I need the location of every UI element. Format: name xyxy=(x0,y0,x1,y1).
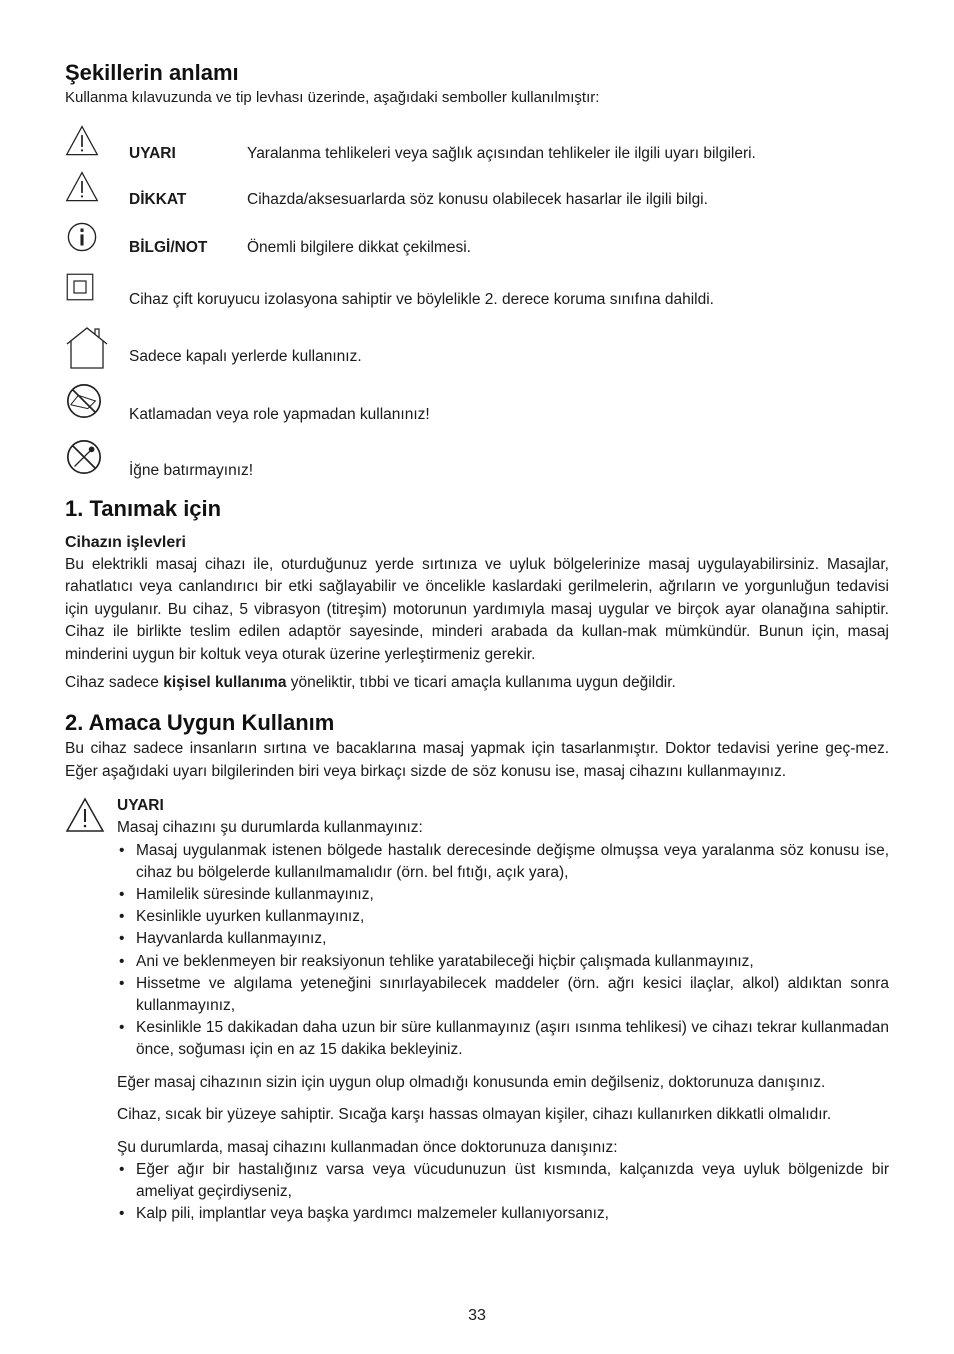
section1-paragraph-2 xyxy=(65,672,889,694)
warning-list xyxy=(117,840,889,1062)
indoor-use-house-icon xyxy=(65,326,109,370)
symbol-term: BİLGİ/NOT xyxy=(129,239,208,256)
list-item: • Kalp pili, implantlar veya başka yardımcı malzemeler kullanıyorsanız, xyxy=(117,1203,889,1225)
warning-triangle-icon xyxy=(65,797,105,833)
symbol-row-double-insulation xyxy=(65,270,889,328)
symbol-row-no-pins xyxy=(65,440,889,490)
warning-block xyxy=(65,795,889,1225)
symbols-intro: Kullanma kılavuzunda ve tip levhası üzerinde, aşağıdaki semboller kullanılmıştır: xyxy=(65,89,600,106)
note-paragraph: Cihaz, sıcak bir yüzeye sahiptir. Sıcağa karşı hassas olmayan kişiler, cihazı kullanırken dikkatli olmalıdır. xyxy=(117,1106,832,1124)
list-item: • Kesinlikle uyurken kullanmayınız, xyxy=(117,906,889,928)
caution-triangle-icon xyxy=(65,168,99,206)
section1-paragraph: Bu elektrikli masaj cihazı ile, oturduğunuz yerde sırtınıza ve uyluk bölgelerinize masaj uygulayabilirsiniz. Masajlar, rahatlatıcı veya canlandırıcı bir etki sağlayabilir ve öncelikle kaslardaki gerilmelerin, ağrıların ve yorgunluğun tedavisi için uygulanır. Bu cihaz, 5 vibrasyon (titreşim) motorunun yardımıyla masaj uygular ve birçok ayar olanağına sahiptir. Cihaz ile birlikte teslim edilen adaptör sayesinde, minderi arabada da kullan-mak mümkündür. Bunun için, masaj minderini uygun bir koltuk veya oturak üzerine yerleştirmeniz gerekir. xyxy=(65,556,889,663)
symbols-list xyxy=(65,122,889,490)
warning-lead: Masaj cihazını şu durumlarda kullanmayınız: xyxy=(117,819,423,837)
symbols-title: Şekillerin anlamı xyxy=(65,60,239,85)
doctor-lead: Şu durumlarda, masaj cihazını kullanmadan önce doktorunuza danışınız: xyxy=(117,1138,618,1156)
symbol-desc: Yaralanma tehlikeleri veya sağlık açısından tehlikeler ile ilgili uyarı bilgileri. xyxy=(247,145,756,162)
warning-triangle-icon xyxy=(65,122,99,160)
symbol-row-warning xyxy=(65,122,889,168)
symbol-desc: Sadece kapalı yerlerde kullanınız. xyxy=(129,348,362,365)
symbol-term: UYARI xyxy=(129,145,176,162)
text-run-bold: kişisel kullanıma xyxy=(163,674,287,692)
list-item: • Ani ve beklenmeyen bir reaksiyonun tehlike yaratabileceği hiçbir çalışmada kullanmayınız, xyxy=(117,951,889,973)
symbol-term: DİKKAT xyxy=(129,191,187,208)
symbol-row-info xyxy=(65,218,889,270)
list-item: • Hayvanlarda kullanmayınız, xyxy=(117,928,889,950)
doctor-list xyxy=(117,1159,889,1226)
list-item: • Kesinlikle 15 dakikadan daha uzun bir süre kullanmayınız (aşırı ısınma tehlikesi) ve cihazı tekrar kullanmadan önce, soğuması için en az 15 dakika bekleyiniz. xyxy=(117,1017,889,1061)
list-item: • Masaj uygulanmak istenen bölgede hastalık derecesinde değişme olmuşsa veya yaralanma söz konusu ise, cihaz bu bölgelerde kullanılmamalıdır (örn. bel fıtığı, açık yara), xyxy=(117,840,889,884)
double-insulation-icon xyxy=(65,272,95,302)
symbol-desc: Katlamadan veya role yapmadan kullanınız! xyxy=(129,406,430,423)
section1-title: 1. Tanımak için xyxy=(65,496,222,521)
symbol-row-no-fold xyxy=(65,384,889,440)
section2-title: 2. Amaca Uygun Kullanım xyxy=(65,710,335,736)
text-run: Cihaz sadece xyxy=(65,674,164,692)
section1-subtitle: Cihazın işlevleri xyxy=(65,534,186,551)
symbol-desc: Cihaz çift koruyucu izolasyona sahiptir ve böylelikle 2. derece koruma sınıfına dahildi. xyxy=(129,291,714,308)
list-item: • Hissetme ve algılama yeteneğini sınırlayabilecek maddeler (örn. ağrı kesici ilaçlar, alkol) aldıktan sonra kullanmayınız, xyxy=(117,973,889,1017)
symbol-row-indoor xyxy=(65,328,889,384)
list-item: • Eğer ağır bir hastalığınız varsa veya vücudunuzun üst kısmında, kalçanızda veya uyluk bölgenizde bir ameliyat geçirdiyseniz, xyxy=(117,1159,889,1203)
list-item: • Hamilelik süresinde kullanmayınız, xyxy=(117,884,889,906)
symbol-desc: Cihazda/aksesuarlarda söz konusu olabilecek hasarlar ile ilgili bilgi. xyxy=(247,191,708,208)
info-icon xyxy=(65,220,99,254)
section2-intro: Bu cihaz sadece insanların sırtına ve bacaklarına masaj yapmak için tasarlanmıştır. Doktor tedavisi yerine geç-mez. Eğer aşağıdaki uyarı bilgilerinden biri veya birkaçı sizde de söz konusu ise, masaj cihazını kullanmayınız. xyxy=(65,740,889,780)
no-fold-icon xyxy=(65,382,103,420)
no-pins-icon xyxy=(65,438,103,476)
symbol-desc: İğne batırmayınız! xyxy=(129,462,254,479)
manual-page xyxy=(65,58,889,1226)
text-run: yöneliktir, tıbbi ve ticari amaçla kullanıma uygun değildir. xyxy=(286,674,676,692)
symbol-desc: Önemli bilgilere dikkat çekilmesi. xyxy=(247,239,471,256)
warning-label: UYARI xyxy=(117,797,164,815)
page-number: 33 xyxy=(468,1307,486,1324)
note-paragraph: Eğer masaj cihazının sizin için uygun olup olmadığı konusunda emin değilseniz, doktorunuza danışınız. xyxy=(117,1073,826,1091)
symbol-row-caution xyxy=(65,168,889,218)
